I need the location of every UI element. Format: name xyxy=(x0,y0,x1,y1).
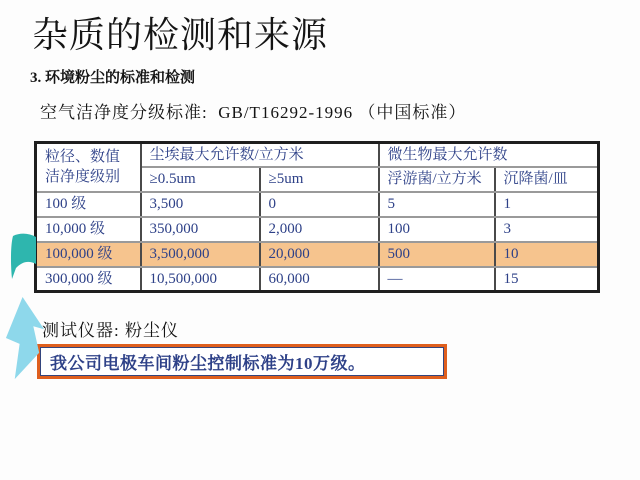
table-cell: 100 xyxy=(379,217,495,242)
table-cell: 300,000 级 xyxy=(36,267,141,292)
table-cell: 5 xyxy=(379,192,495,217)
header-cell-microbe-group: 微生物最大允许数 xyxy=(379,143,599,168)
table-cell: 100 级 xyxy=(36,192,141,217)
table-row xyxy=(36,192,599,217)
section-heading: 3. 环境粉尘的标准和检测 xyxy=(30,70,196,86)
table-cell: 60,000 xyxy=(260,267,379,292)
table-cell: 100,000 级 xyxy=(36,242,141,267)
header-cell-ge05um: ≥0.5um xyxy=(141,167,260,191)
table-cell: 1 xyxy=(495,192,599,217)
cleanliness-standard-table xyxy=(34,141,600,293)
table-cell: 10,500,000 xyxy=(141,267,260,292)
table-cell: 10 xyxy=(495,242,599,267)
table-cell: 20,000 xyxy=(260,242,379,267)
table-cell: 3,500,000 xyxy=(141,242,260,267)
note-text: 我公司电极车间粉尘控制标准为10万级。 xyxy=(50,354,366,373)
table-cell: 2,000 xyxy=(260,217,379,242)
header-cell-settling-bacteria: 沉降菌/皿 xyxy=(495,167,599,191)
table-cell: 0 xyxy=(260,192,379,217)
table-cell: 500 xyxy=(379,242,495,267)
table-cell: 10,000 级 xyxy=(36,217,141,242)
table-cell: 350,000 xyxy=(141,217,260,242)
table-cell: 15 xyxy=(495,267,599,292)
standard-reference-line: 空气洁净度分级标准: GB/T16292-1996 （中国标准） xyxy=(40,103,467,122)
table-row xyxy=(36,217,599,242)
slide-title: 杂质的检测和来源 xyxy=(32,15,329,55)
teal-flag-icon xyxy=(9,233,37,281)
table-header-row-groups xyxy=(36,143,599,168)
table-row xyxy=(36,267,599,292)
table-row-highlighted xyxy=(36,242,599,267)
note-box xyxy=(37,344,447,379)
header-cell-airborne-bacteria: 浮游菌/立方米 xyxy=(379,167,495,191)
table-cell: 3,500 xyxy=(141,192,260,217)
header-cell-class: 粒径、数值洁净度级别 xyxy=(36,143,141,192)
table-cell: — xyxy=(379,267,495,292)
table-cell: 3 xyxy=(495,217,599,242)
blue-down-arrow-icon xyxy=(3,296,47,382)
header-cell-dust-group: 尘埃最大允许数/立方米 xyxy=(141,143,379,168)
header-cell-ge5um: ≥5um xyxy=(260,167,379,191)
instrument-line: 测试仪器: 粉尘仪 xyxy=(42,321,179,340)
